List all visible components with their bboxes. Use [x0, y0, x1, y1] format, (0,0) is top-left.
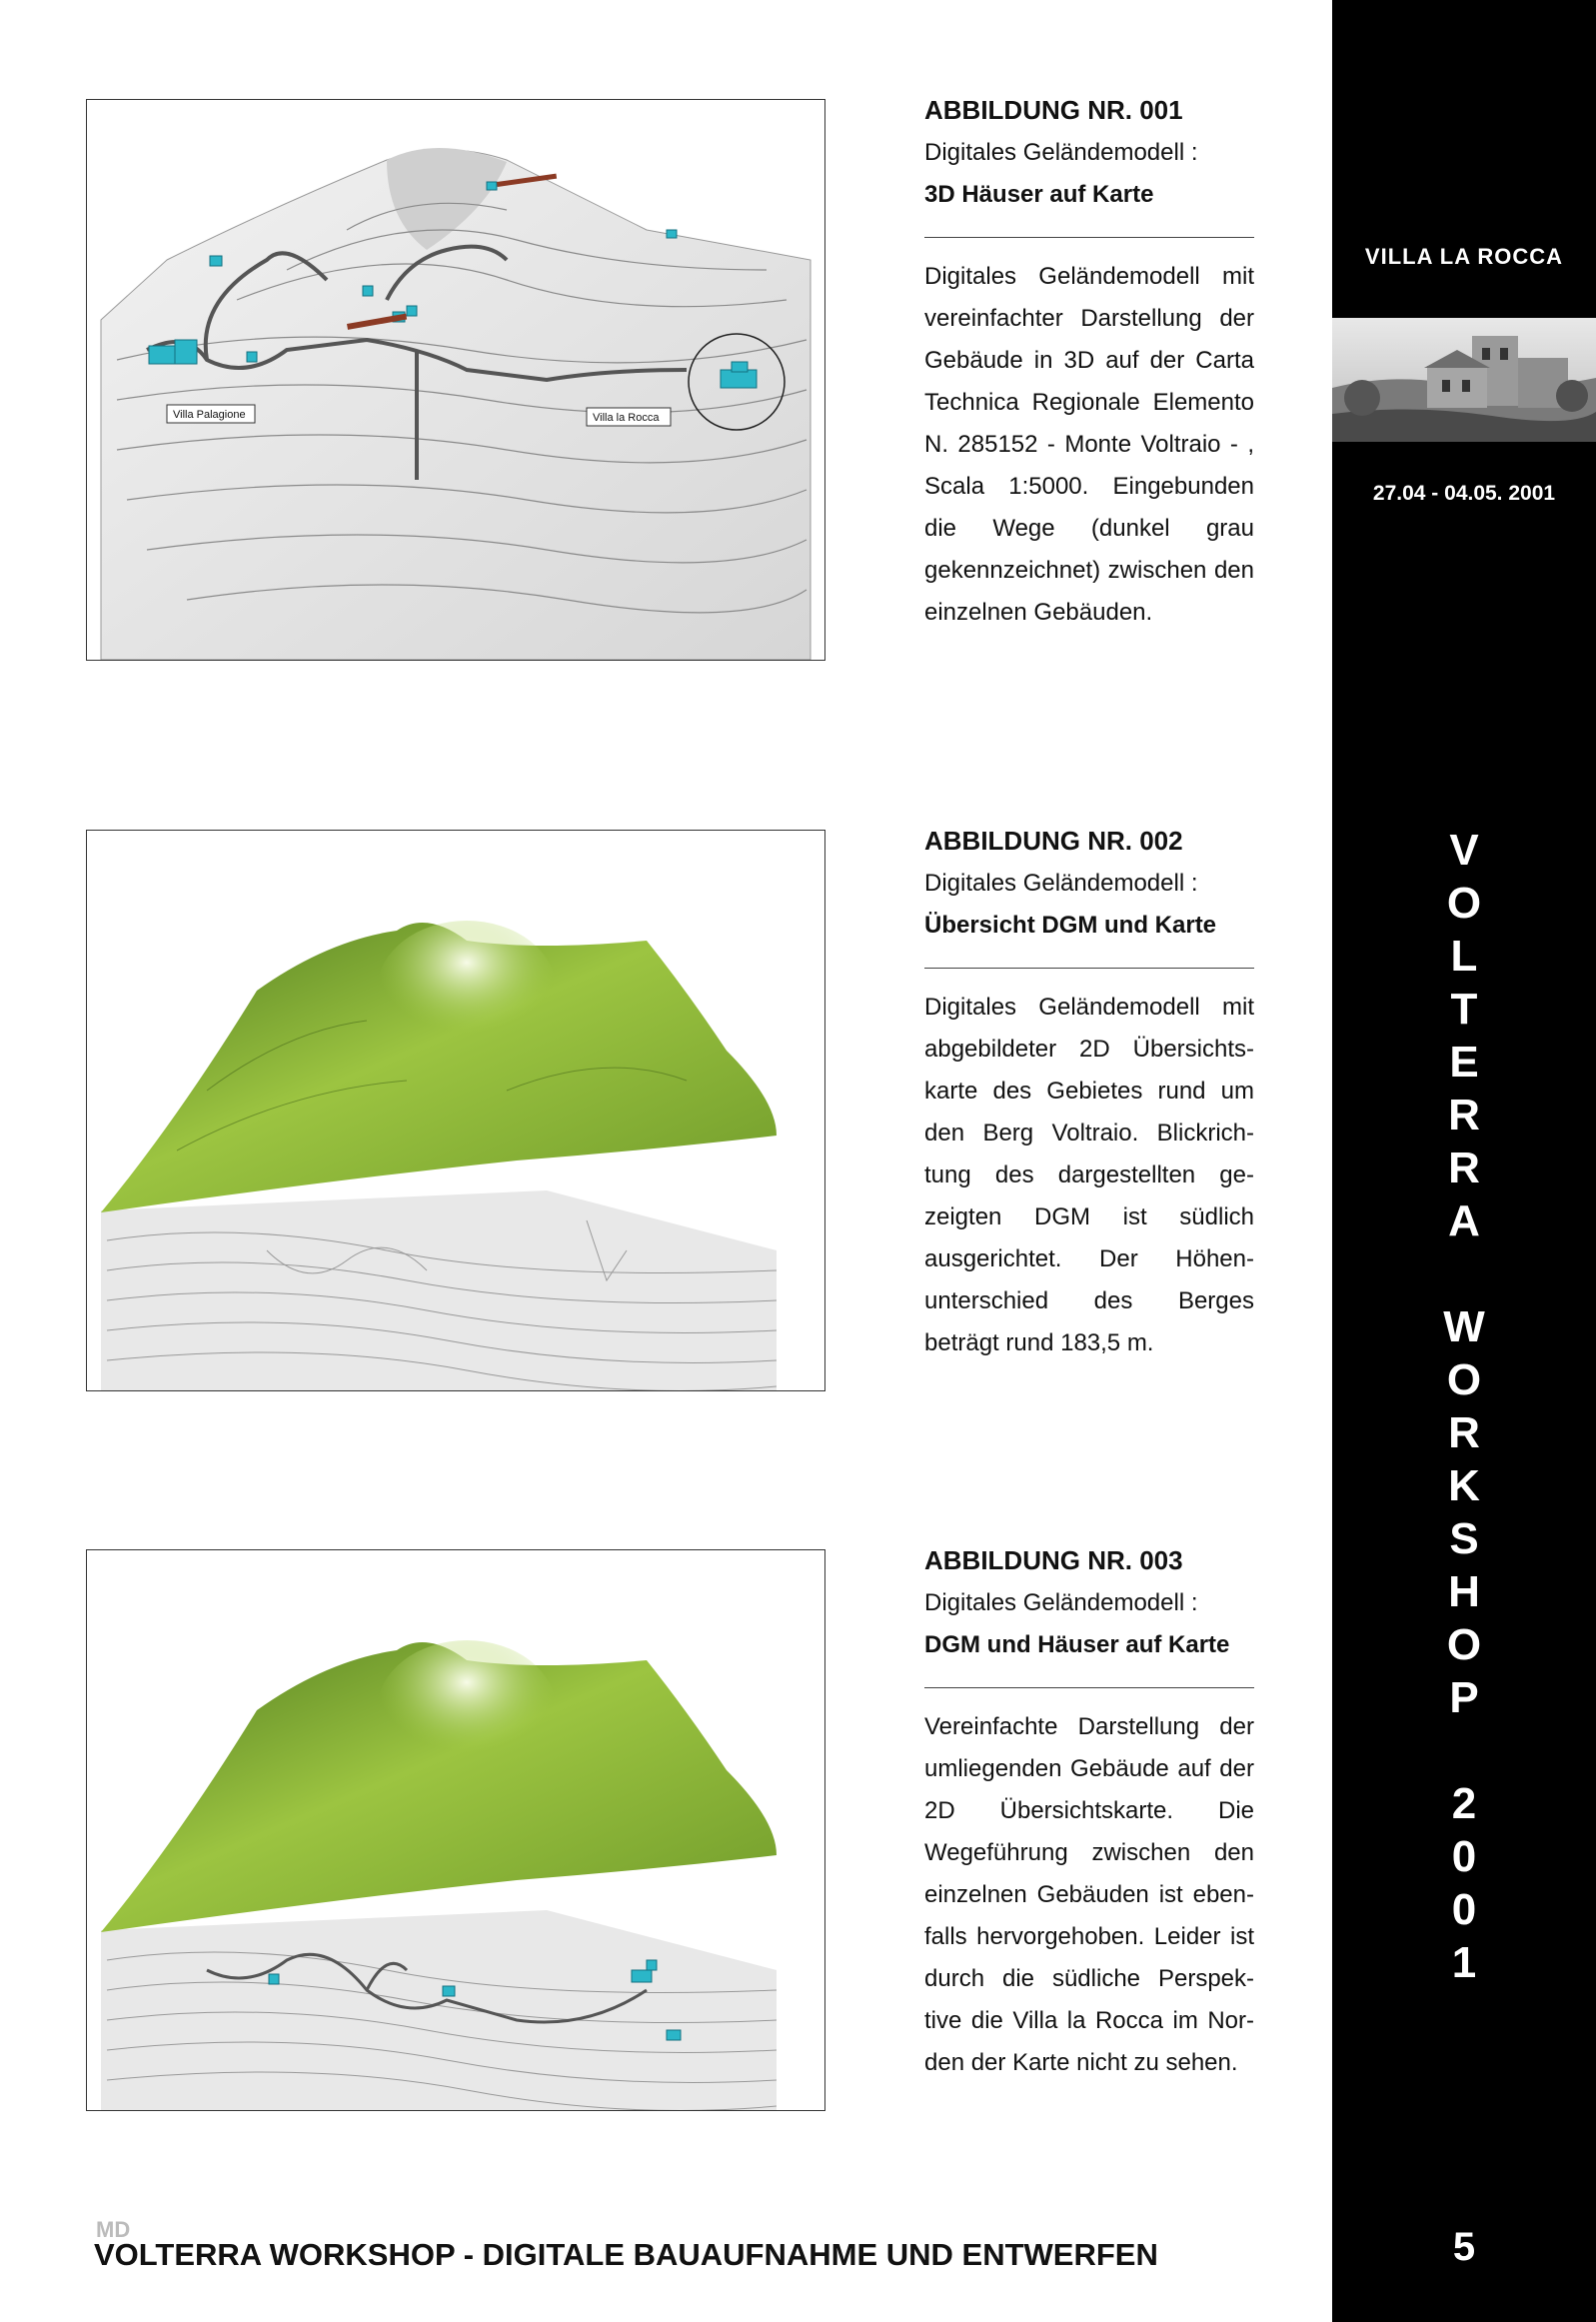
vertical-letter: A [1448, 1196, 1480, 1245]
villa-photo [1332, 318, 1596, 442]
figure-subtitle: Digitales Geländemodell : [924, 1589, 1198, 1616]
figure-3-caption [924, 1545, 1254, 2084]
svg-text:Villa la Rocca: Villa la Rocca [593, 412, 660, 424]
vertical-letter: 0 [1451, 1885, 1477, 1934]
vertical-letter: T [1450, 985, 1478, 1034]
map-label-villa-la-rocca [587, 408, 671, 426]
map-label-villa-palagione [167, 405, 255, 423]
divider [924, 968, 1254, 969]
footer-title: VOLTERRA WORKSHOP - DIGITALE BAUAUFNAHME UND ENTWERFEN [94, 2237, 1158, 2272]
vertical-letter: V [1449, 826, 1479, 875]
sidebar [1332, 0, 1596, 2322]
figure-2-image [86, 830, 825, 1391]
figure-title: 3D Häuser auf Karte [924, 181, 1154, 208]
figure-description: Vereinfachte Darstellung der umliegenden Gebäude auf der 2D Übersichtskarte. Die Wegeführung zwischen den einzelnen Gebäuden ist eben-falls hervorgehoben. Leider ist durch die südliche Perspek-tive die Villa la Rocca im Nor-den der Karte nicht zu sehen. [924, 1713, 1254, 2076]
vertical-letter: R [1448, 1144, 1480, 1192]
figure-title: DGM und Häuser auf Karte [924, 1631, 1230, 1658]
figure-subtitle: Digitales Geländemodell : [924, 870, 1198, 897]
figure-description: Digitales Geländemodell mit vereinfachter Darstellung der Gebäude in 3D auf der Carta Technica Regionale Elemento N. 285152 - Monte Voltraio - , Scala 1:5000. Eingebunden die Wege (dunkel grau gekennzeichnet) zwischen den einzelnen Gebäuden. [924, 263, 1254, 626]
vertical-letter: 2 [1451, 1779, 1477, 1828]
figure-number: ABBILDUNG NR. 002 [924, 826, 1183, 856]
vertical-letter: 0 [1451, 1832, 1477, 1881]
vertical-letter: R [1448, 1408, 1480, 1457]
vertical-letter: O [1446, 1355, 1482, 1404]
vertical-letter: S [1449, 1514, 1479, 1563]
vertical-letter: O [1446, 879, 1482, 928]
vertical-letter: H [1448, 1567, 1480, 1616]
vertical-letter: L [1450, 932, 1478, 981]
figure-1-image [86, 99, 825, 661]
svg-text:Villa Palagione: Villa Palagione [173, 409, 246, 421]
figure-number: ABBILDUNG NR. 001 [924, 95, 1183, 125]
vertical-letter: P [1449, 1673, 1479, 1722]
vertical-letter: K [1448, 1461, 1480, 1510]
divider [924, 237, 1254, 238]
vertical-title [1332, 824, 1596, 1989]
sidebar-dates: 27.04 - 04.05. 2001 [1372, 482, 1556, 505]
author-mark: MD [96, 2217, 131, 2242]
figure-subtitle: Digitales Geländemodell : [924, 139, 1198, 166]
vertical-letter: E [1449, 1038, 1479, 1087]
vertical-letter: 1 [1451, 1938, 1477, 1987]
vertical-gap [1332, 1724, 1596, 1777]
divider [924, 1687, 1254, 1688]
figure-description: Digitales Geländemodell mit abgebildeter 2D Übersichts-karte des Gebietes rund um den Berg Voltraio. Blickrich-tung des dargestellten ge-zeigten DGM ist südlich ausgerichtet. Der Höhen-unterschied des Berges beträgt rund 183,5 m. [924, 994, 1254, 1356]
figure-title: Übersicht DGM und Karte [924, 912, 1217, 939]
figure-number: ABBILDUNG NR. 003 [924, 1545, 1183, 1575]
sidebar-title: VILLA LA ROCCA [1364, 244, 1564, 269]
vertical-gap [1332, 1247, 1596, 1300]
vertical-letter: W [1443, 1302, 1485, 1351]
vertical-letter: O [1446, 1620, 1482, 1669]
vertical-letter: R [1448, 1091, 1480, 1140]
figure-2-caption [924, 826, 1254, 1364]
page-number: 5 [1452, 2225, 1476, 2269]
figure-3-image [86, 1549, 825, 2111]
figure-1-caption [924, 95, 1254, 634]
